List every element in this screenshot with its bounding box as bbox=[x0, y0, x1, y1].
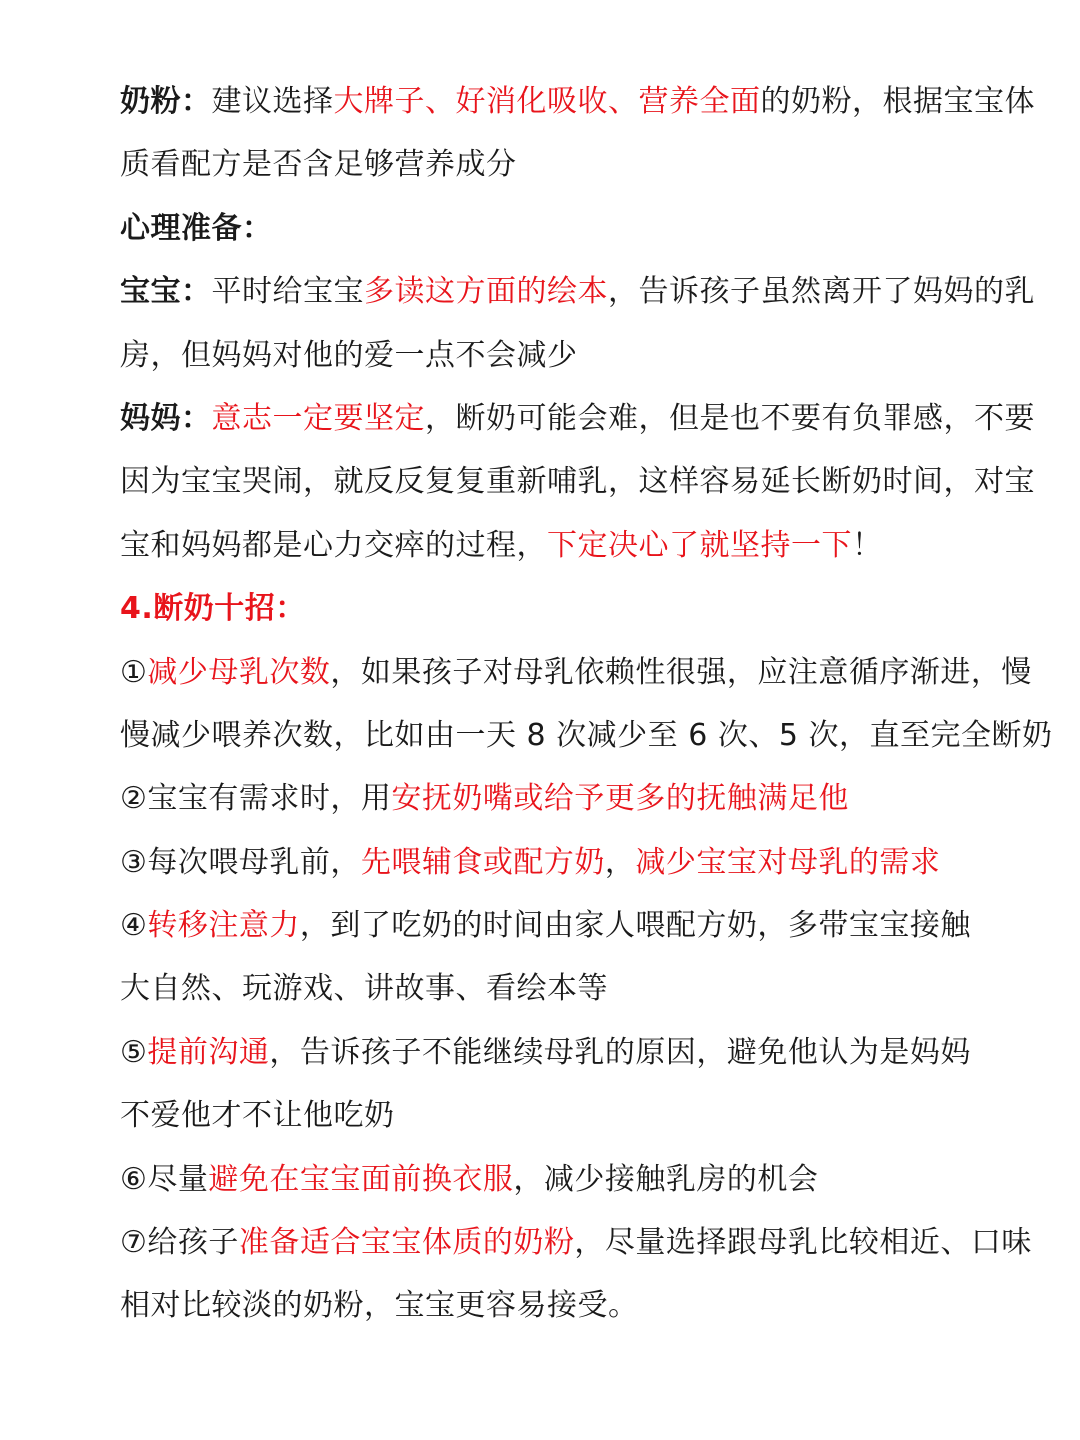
body-text: ⑥尽量 bbox=[120, 1161, 209, 1197]
body-text: 房，但妈妈对他的爱一点不会减少 bbox=[120, 337, 578, 373]
text-line bbox=[120, 133, 980, 196]
body-text: ⑦给孩子 bbox=[120, 1225, 239, 1261]
bold-label: 宝宝： bbox=[120, 274, 212, 310]
bold-label: 妈妈： bbox=[120, 400, 212, 436]
body-text: 质看配方是否含足够营养成分 bbox=[120, 147, 517, 183]
bold-label: 心理准备： bbox=[120, 210, 273, 246]
text-line bbox=[120, 1084, 980, 1147]
bold-label: 奶粉： bbox=[120, 84, 212, 119]
body-text: ，减少接触乳房的机会 bbox=[513, 1161, 819, 1197]
body-text: 慢减少喂养次数，比如由一天 8 次减少至 6 次、5 次，直至完全断奶 bbox=[120, 717, 1053, 753]
text-line bbox=[120, 767, 980, 830]
highlighted-text: 准备适合宝宝体质的奶粉 bbox=[238, 1225, 575, 1261]
text-line bbox=[120, 957, 980, 1020]
text-line bbox=[120, 197, 980, 260]
body-text: 因为宝宝哭闹，就反反复复重新哺乳，这样容易延长断奶时间，对宝 bbox=[120, 464, 1035, 500]
text-line bbox=[120, 577, 980, 640]
body-text: 的奶粉，根据宝宝体 bbox=[760, 84, 1035, 119]
text-line bbox=[120, 387, 1035, 450]
body-text: 不爱他才不让他吃奶 bbox=[120, 1098, 395, 1134]
text-line bbox=[120, 1021, 980, 1084]
highlighted-text: 多读这方面的绘本 bbox=[364, 274, 608, 310]
body-text: ，告诉孩子虽然离开了妈妈的乳 bbox=[608, 274, 1035, 310]
highlighted-text: 提前沟通 bbox=[147, 1034, 270, 1070]
text-line bbox=[120, 324, 980, 387]
highlighted-text: 减少母乳次数 bbox=[147, 654, 331, 690]
highlighted-text: 安抚奶嘴或给予更多的抚触满足他 bbox=[391, 781, 849, 817]
body-text: ，尽量选择跟母乳比较相近、口味 bbox=[574, 1225, 1032, 1261]
body-text: ① bbox=[120, 654, 148, 690]
body-text: 大自然、玩游戏、讲故事、看绘本等 bbox=[120, 971, 608, 1007]
highlighted-text: 意志一定要坚定 bbox=[211, 400, 425, 436]
body-text: ③每次喂母乳前， bbox=[120, 844, 361, 880]
highlighted-text: 大牌子、好消化吸收、营养全面 bbox=[333, 84, 761, 119]
text-line bbox=[120, 70, 1035, 133]
text-line bbox=[120, 831, 980, 894]
text-line bbox=[120, 894, 980, 957]
highlighted-text: 减少宝宝对母乳的需求 bbox=[635, 844, 941, 880]
body-text: 相对比较淡的奶粉，宝宝更容易接受。 bbox=[120, 1288, 639, 1324]
highlighted-text: 下定决心了就坚持一下 bbox=[547, 527, 852, 563]
text-line bbox=[120, 450, 1035, 513]
text-line bbox=[120, 1148, 980, 1211]
body-text: ，到了吃奶的时间由家人喂配方奶，多带宝宝接触 bbox=[299, 908, 971, 944]
text-line bbox=[120, 514, 980, 577]
body-text: 建议选择 bbox=[211, 84, 334, 119]
body-text: 宝和妈妈都是心力交瘁的过程， bbox=[120, 527, 547, 563]
highlighted-text: 先喂辅食或配方奶 bbox=[360, 844, 605, 880]
document-body bbox=[120, 70, 1053, 1338]
text-line bbox=[120, 260, 1035, 323]
body-text: ！ bbox=[852, 527, 883, 563]
body-text: ②宝宝有需求时，用 bbox=[120, 781, 392, 817]
body-text: ，告诉孩子不能继续母乳的原因，避免他认为是妈妈 bbox=[269, 1034, 971, 1070]
highlighted-text: 转移注意力 bbox=[147, 908, 300, 944]
text-line bbox=[120, 1274, 980, 1337]
body-text: ， bbox=[604, 844, 636, 880]
body-text: 平时给宝宝 bbox=[211, 274, 364, 310]
text-line bbox=[120, 641, 1032, 704]
body-text: ，断奶可能会难，但是也不要有负罪感，不要 bbox=[425, 400, 1035, 436]
body-text: ，如果孩子对母乳依赖性很强，应注意循序渐进，慢 bbox=[330, 654, 1032, 690]
body-text: ④ bbox=[120, 908, 148, 944]
text-line bbox=[120, 704, 1053, 767]
highlighted-text: 避免在宝宝面前换衣服 bbox=[208, 1161, 514, 1197]
section-heading: 4.断奶十招： bbox=[120, 591, 306, 627]
text-line bbox=[120, 1211, 1032, 1274]
body-text: ⑤ bbox=[120, 1034, 148, 1070]
